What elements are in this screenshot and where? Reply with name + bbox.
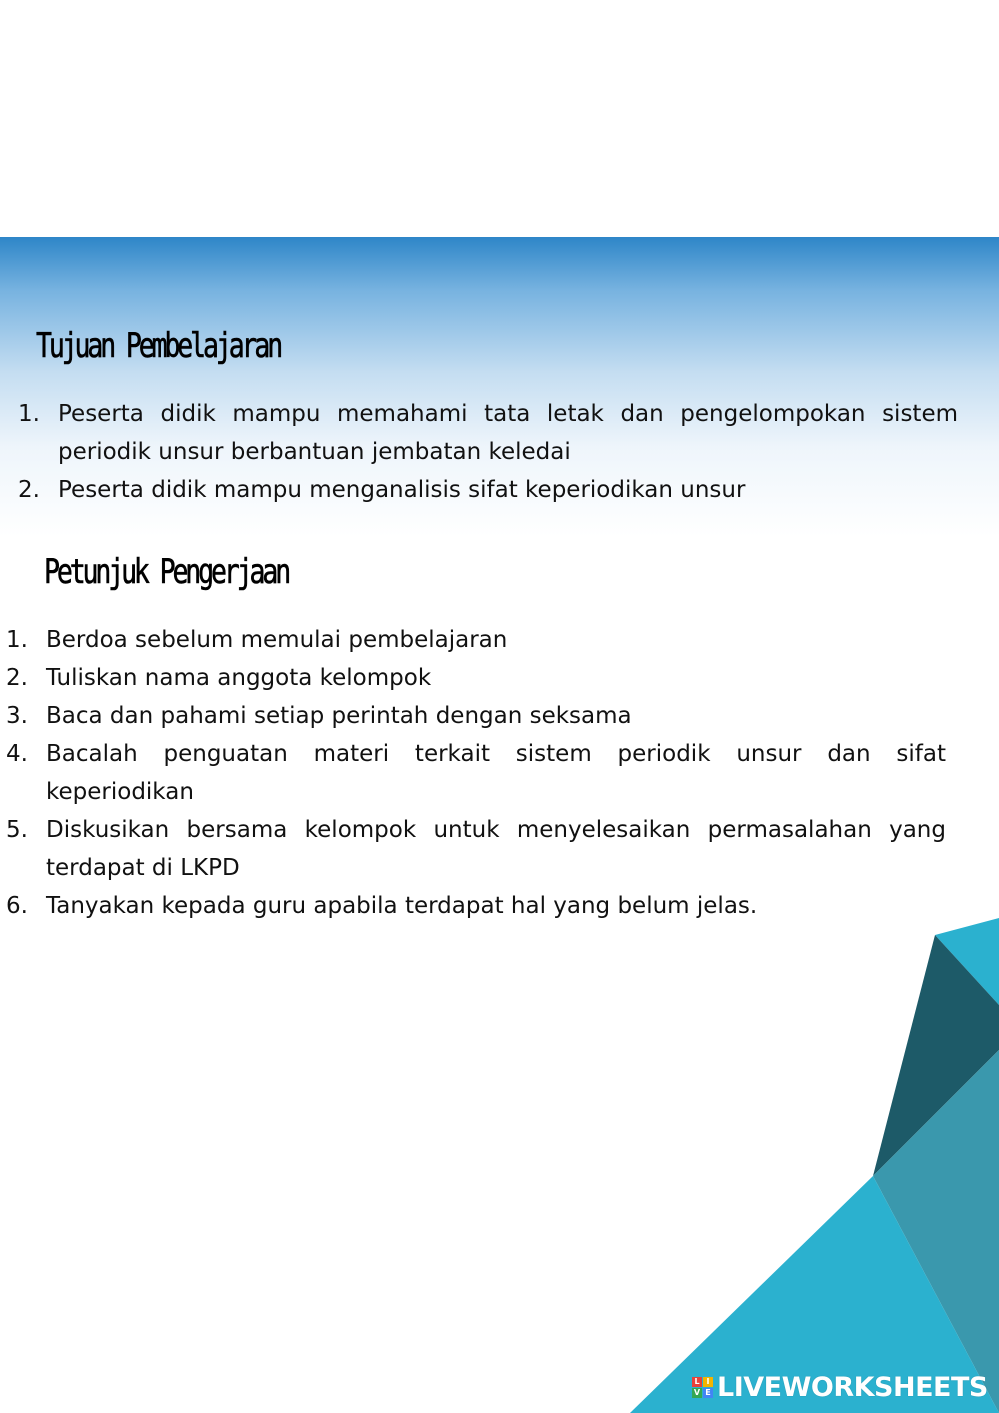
logo-text: LIVEWORKSHEETS: [717, 1372, 988, 1403]
list-item-number: 2.: [18, 477, 40, 503]
section-heading-tujuan: Tujuan Pembelajaran: [36, 326, 281, 366]
list-item-number: 5.: [6, 817, 28, 843]
list-item-text: Berdoa sebelum memulai pembelajaran: [46, 627, 508, 653]
list-item-text: Tanyakan kepada guru apabila terdapat hal yang belum jelas.: [46, 893, 758, 919]
list-item-text: Bacalah penguatan materi terkait sistem periodik unsur dan sifat keperiodikan: [46, 741, 946, 805]
logo-letter: V: [693, 1388, 701, 1397]
list-item-text: Baca dan pahami setiap perintah dengan seksama: [46, 703, 632, 729]
logo-letter: I: [703, 1377, 713, 1387]
list-item-number: 4.: [6, 741, 28, 767]
list-item-number: 6.: [6, 893, 28, 919]
logo-mark-icon: [692, 1377, 713, 1398]
list-item-text: Tuliskan nama anggota kelompok: [46, 665, 432, 691]
logo-letter: L: [692, 1377, 702, 1387]
list-item-text: Peserta didik mampu memahami tata letak dan pengelompokan sistem periodik unsur berbantuan jembatan keledai: [58, 401, 958, 465]
list-item-text: Diskusikan bersama kelompok untuk menyelesaikan permasalahan yang terdapat di LKPD: [46, 817, 946, 881]
logo-letter: E: [703, 1388, 713, 1398]
list-item-number: 2.: [6, 665, 28, 691]
list-item-number: 1.: [18, 401, 40, 427]
list-item-number: 3.: [6, 703, 28, 729]
list-item-number: 1.: [6, 627, 28, 653]
list-item-text: Peserta didik mampu menganalisis sifat keperiodikan unsur: [58, 477, 746, 503]
section-heading-petunjuk: Petunjuk Pengerjaan: [44, 552, 289, 592]
liveworksheets-logo: [692, 1372, 988, 1403]
